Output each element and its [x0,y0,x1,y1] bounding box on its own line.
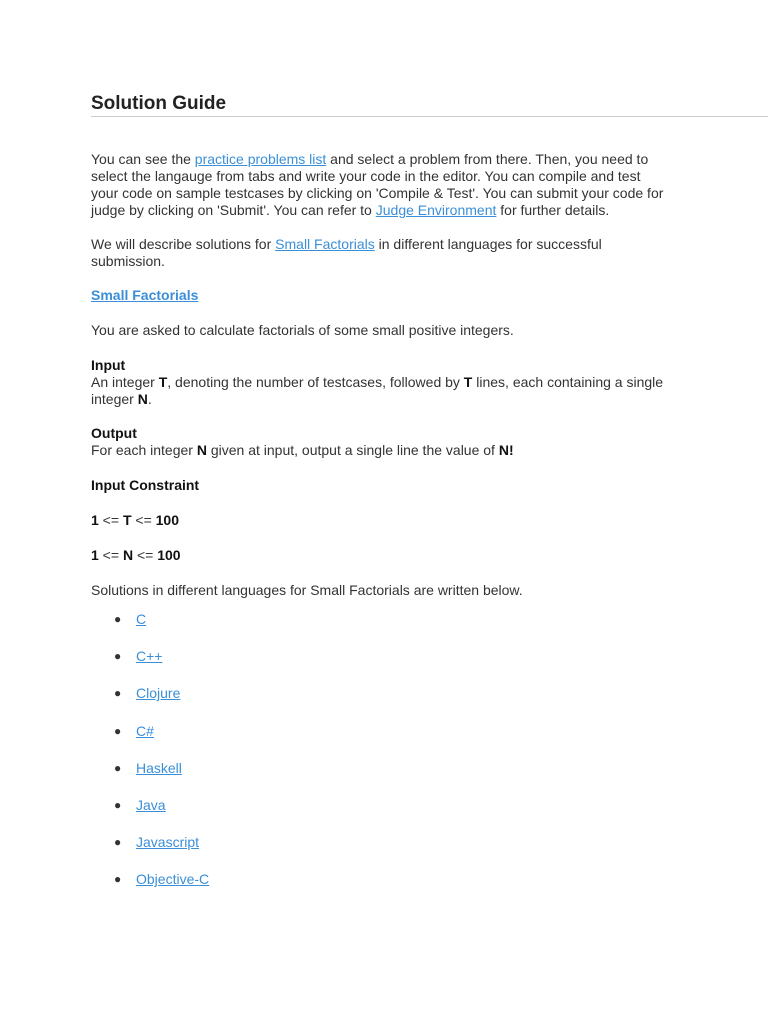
output-text-2: given at input, output a single line the value of [206,442,499,458]
describe-text-1: We will describe solutions for [91,236,276,252]
bullet-icon: ● [114,723,122,738]
bullet-icon: ● [114,797,122,812]
problem-heading [91,287,671,304]
constraint-n-op2: <= [133,547,158,563]
bullet-icon: ● [114,760,122,775]
solutions-intro: Solutions in different languages for Small Factorials are written below. [91,582,523,598]
bullet-icon: ● [114,612,122,626]
constraint-t-min: 1 [91,512,99,528]
constraint-n-op1: <= [98,547,123,563]
language-link-c[interactable]: C [136,611,147,627]
language-link-haskell[interactable]: Haskell [136,759,182,776]
language-link-objective-c[interactable]: Objective-C [136,871,210,888]
constraint-n-min: 1 [91,547,99,563]
constraint-n-max: 100 [157,547,181,563]
practice-problems-link[interactable]: practice problems list [194,151,327,167]
output-heading: Output [91,425,137,441]
constraint-heading-text: Input Constraint [91,477,200,493]
output-section [91,425,671,459]
language-link-java[interactable]: Java [136,796,166,813]
constraint-t-var: T [122,512,132,528]
output-bold-n: N [196,442,207,458]
page-title: Solution Guide [91,92,768,117]
input-bold-t2: T [463,374,473,390]
intro-text-3: for further details. [496,202,610,218]
input-text-3: lines, each containing a single integer [91,374,664,407]
constraint-t-op1: <= [98,512,123,528]
output-bold-nfact: N! [498,442,514,458]
input-text-1: An integer [91,374,159,390]
input-section [91,357,671,408]
intro-text-1: You can see the [91,151,195,167]
input-heading: Input [91,357,126,373]
judge-environment-link[interactable]: Judge Environment [375,202,497,218]
language-list [91,609,768,889]
input-bold-t1: T [158,374,168,390]
language-link-clojure[interactable]: Clojure [136,685,181,702]
constraint-t-op2: <= [131,512,156,528]
list-item [114,758,768,778]
problem-statement: You are asked to calculate factorials of some small positive integers. [91,322,514,338]
constraint-t-max: 100 [155,512,179,528]
output-text-1: For each integer [91,442,197,458]
bullet-icon: ● [114,872,122,887]
list-item [114,609,768,629]
bullet-icon: ● [114,649,122,664]
bullet-icon: ● [114,686,122,701]
list-item [114,832,768,852]
small-factorials-inline-link[interactable]: Small Factorials [275,236,375,252]
describe-paragraph [91,236,671,270]
language-link-csharp[interactable]: C# [136,722,154,739]
list-item [114,683,768,703]
constraint-t [91,512,671,529]
list-item [114,795,768,815]
language-link-cpp[interactable]: C++ [136,648,163,665]
solution-guide-page [91,92,768,907]
constraint-n [91,547,671,564]
list-item [114,869,768,889]
bullet-icon: ● [114,835,122,850]
language-link-javascript[interactable]: Javascript [136,834,200,851]
constraint-n-var: N [122,547,134,563]
list-item [114,721,768,741]
input-text-2: , denoting the number of testcases, followed by [167,374,464,390]
describe-text-2: in different languages for successful submission. [91,236,602,269]
intro-paragraph [91,151,671,219]
small-factorials-heading-link[interactable]: Small Factorials [91,287,199,303]
input-text-4: . [147,391,152,407]
input-bold-n: N [137,391,148,407]
intro-text-2: and select a problem from there. Then, you need to select the langauge from tabs and write your code in the editor. You can compile and test your code on sample testcases by clicking on 'Compile & Test'. You can submit your code for judge by clicking on 'Submit'. You can refer to [91,151,664,218]
constraint-heading [91,477,671,494]
list-item [114,646,768,666]
